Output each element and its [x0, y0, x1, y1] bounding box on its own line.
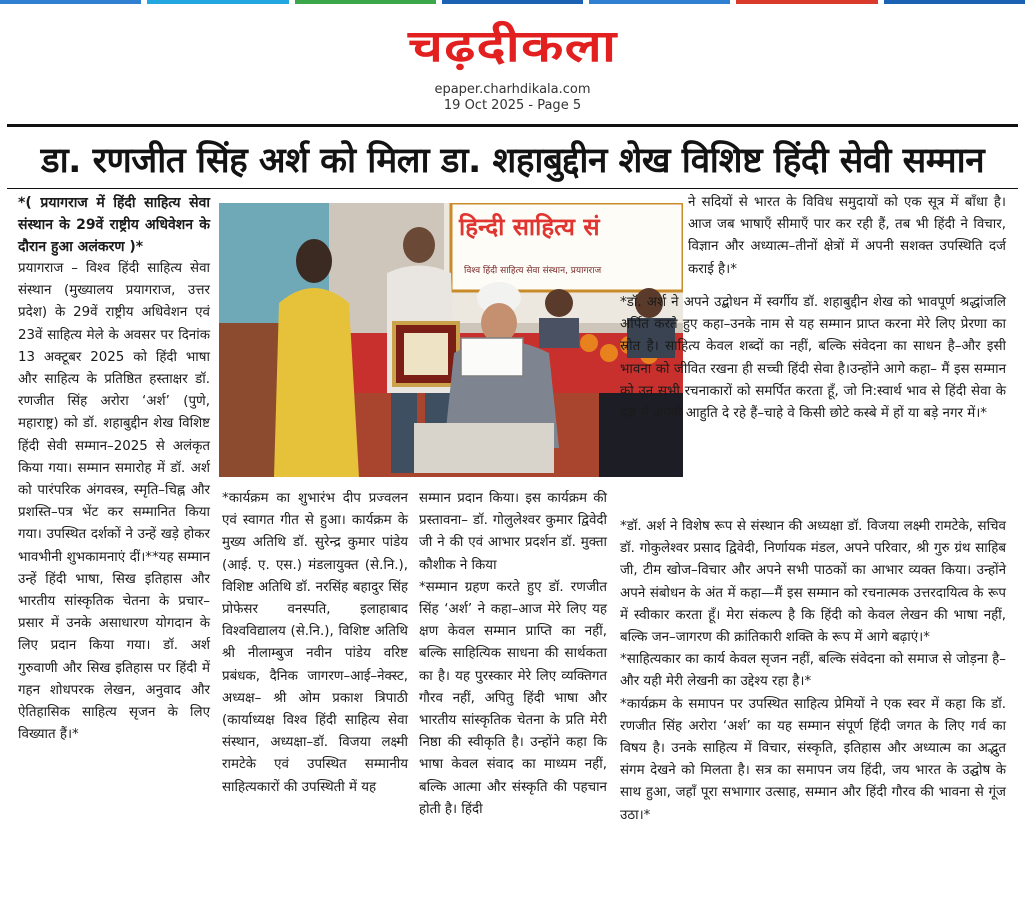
column-2-body: *कार्यक्रम का शुभारंभ दीप प्रज्वलन एवं स्वागत गीत से हुआ। कार्यक्रम के मुख्य अतिथि डॉ. सुरेन्द्र कुमार पांडेय (आई. ए. एस.) मंडलायुक्त (से.नि.), विशिष्ट अतिथि डॉ. नरसिंह बहादुर सिंह प्रोफेसर वनस्पति, इलाहाबाद विश्वविद्यालय (से.नि.), विशिष्ट अतिथि श्री नीलाम्बुज नवीन पांडेय वरिष्ट प्रबंधक, दैनिक जागरण–आई–नेक्स्ट, अध्यक्ष– श्री ओम प्रकाश त्रिपाठी (कार्याध्यक्ष विश्व हिंदी साहित्य सेवा संस्थान, अध्यक्षा–डॉ. विजया लक्ष्मी रामटेके एवं उपस्थित सम्मानीय साहित्यकारों की उपस्थिती में यह	[222, 491, 408, 795]
column-1	[18, 192, 210, 746]
column-4-para-2: *डॉ. अर्श ने अपने उद्बोधन में स्वर्गीय डॉ. शहाबुद्दीन शेख को भावपूर्ण श्रद्धांजलि अर्पित करते हुए कहा–उनके नाम से यह सम्मान प्राप्त करना मेरे लिए प्रेरणा का स्रोत है। साहित्य केवल शब्दों का नहीं, बल्कि संवेदना का साधन है–और इसी भावना को जीवित रखना ही सच्ची हिंदी सेवा है।उन्होंने आगे कहा– मैं इस सम्मान को उन सभी रचनाकारों को समर्पित करता हूँ, जो नि:स्वार्थ भाव से हिंदी सेवा के यज्ञ में अपनी आहुति दे रहे हैं–चाहे वे किसी छोटे कस्बे में हों या बड़े नगर में।*	[620, 295, 1006, 422]
column-3-para-1: सम्मान प्रदान किया। इस कार्यक्रम की प्रस्तावना– डॉ. गोलुलेश्वर कुमार द्विवेदी जी ने की एवं आभार प्रदर्शन डॉ. मुक्ता कौशीक ने किया	[419, 491, 607, 573]
headline-rule	[7, 188, 1018, 189]
headline: डा. रणजीत सिंह अर्श को मिला डा. शहाबुद्दीन शेख विशिष्ट हिंदी सेवी सम्मान	[40, 141, 985, 181]
event-photo	[219, 203, 683, 477]
masthead	[0, 22, 1025, 114]
award-ceremony-photo	[219, 203, 683, 477]
color-strip-segment	[884, 0, 1025, 4]
column-1-body: प्रयागराज – विश्व हिंदी साहित्य सेवा संस्थान (मुख्यालय प्रयागराज, उत्तर प्रदेश) के 29वें राष्ट्रीय अधिवेशन एवं 23वें साहित्य मेले के अवसर पर दिनांक 13 अक्टूबर 2025 को हिंदी भाषा और साहित्य के प्रतिष्ठित हस्ताक्षर डॉ. रणजीत सिंह अरोरा ‘अर्श’ (पुणे, महाराष्ट्र) को डॉ. शहाबुद्दीन शेख विशिष्ट हिंदी सेवी सम्मान–2025 से अलंकृत किया गया। सम्मान समारोह में डॉ. अर्श को पारंपरिक अंगवस्त्र, स्मृति–चिह्न और प्रशस्ति–पत्र भेंट कर सम्मानित किया गया। उपस्थित दर्शकों ने उन्हें खड़े होकर भावभीनी शुभकामनाएं दीं।**यह सम्मान उन्हें हिंदी भाषा, सिख इतिहास और भारतीय सांस्कृतिक चेतना के प्रचार–प्रसार में उनके असाधारण योगदान के लिए प्रदान किया गया। डॉ. अर्श गुरुवाणी और सिख इतिहास पर हिंदी में गहन शोधपरक लेखन, अनुवाद और ऐतिहासिक साहित्य सृजन के लिए विख्यात हैं।*	[18, 261, 210, 743]
banner-organiser: विश्व हिंदी साहित्य सेवा संस्थान, प्रयागराज	[464, 266, 602, 276]
column-3	[419, 488, 607, 821]
top-rule	[7, 124, 1018, 127]
column-5	[620, 516, 1006, 827]
color-strip-segment	[295, 0, 436, 4]
column-5-para-2: *साहित्यकार का कार्य केवल सृजन नहीं, बल्कि संवेदना को समाज से जोड़ना है–और यही मेरी लेखनी का उद्देश्य रहा है।*	[620, 652, 1006, 690]
dateline: 19 Oct 2025 - Page 5	[443, 98, 582, 113]
newspaper-logo: चढ़दीकला	[407, 21, 618, 72]
column-4-lower	[620, 292, 1006, 425]
site-url[interactable]: epaper.charhdikala.com	[434, 82, 591, 97]
column-3-para-2: *सम्मान ग्रहण करते हुए डॉ. रणजीत सिंह ‘अर्श’ ने कहा–आज मेरे लिए यह क्षण केवल सम्मान प्राप्ति का नहीं, बल्कि साहित्यिक साधना की सार्थकता का है। यह पुरस्कार मेरे लिए व्यक्तिगत गौरव नहीं, अपितु हिंदी भाषा और भारतीय सांस्कृतिक चेतना के प्रति मेरी निष्ठा की स्वीकृति है। उन्होंने कहा कि भाषा केवल संवाद का माध्यम नहीं, बल्कि आत्मा और संस्कृति की पहचान होती है। हिंदी	[419, 579, 607, 817]
color-strip-segment	[736, 0, 877, 4]
color-strip-segment	[442, 0, 583, 4]
column-5-para-3: *कार्यक्रम के समापन पर उपस्थित साहित्य प्रेमियों ने एक स्वर में कहा कि डॉ. रणजीत सिंह अरोरा ‘अर्श’ का यह सम्मान संपूर्ण हिंदी जगत के लिए गर्व का विषय है। उनके साहित्य में विचार, संस्कृति, इतिहास और अध्यात्म का अद्भुत संगम देखने को मिलता है। सत्र का समापन जय हिंदी, जय भारत के उद्घोष के साथ हुआ, जहाँ पूरा सभागार उत्साह, सम्मान और हिंदी गौरव की भावना से गूंज उठा।*	[620, 696, 1006, 823]
column-4	[688, 192, 1006, 281]
lead-subheading: *( प्रयागराज में हिंदी साहित्य सेवा संस्थान के 29वें राष्ट्रीय अधिवेशन के दौरान हुआ अलंकरण )*	[18, 195, 210, 255]
color-strip	[0, 0, 1025, 4]
column-4-top: ने सदियों से भारत के विविध समुदायों को एक सूत्र में बाँधा है। आज जब भाषाएँ सीमाएँ पार कर रही हैं, तब भी हिंदी ने विचार, विज्ञान और अध्यात्म–तीनों क्षेत्रों में अपनी सशक्त उपस्थिति दर्ज कराई है।*	[688, 195, 1006, 277]
color-strip-segment	[589, 0, 730, 4]
color-strip-segment	[147, 0, 288, 4]
color-strip-segment	[0, 0, 141, 4]
banner-title: हिन्दी साहित्य सं	[459, 213, 600, 241]
column-5-para-1: *डॉ. अर्श ने विशेष रूप से संस्थान की अध्यक्षा डॉ. विजया लक्ष्मी रामटेके, सचिव डॉ. गोकुलेश्वर प्रसाद द्विवेदी, निर्णायक मंडल, अपने परिवार, श्री गुरु ग्रंथ साहिब जी, टीम खोज–विचार और अपने सभी पाठकों का आभार व्यक्त किया। उन्होंने अपने संबोधन के अंत में कहा—मैं इस सम्मान को रचनात्मक उत्तरदायित्व के रूप में स्वीकार करता हूँ। मेरा संकल्प है कि हिंदी को केवल लेखन की भाषा नहीं, बल्कि जन–जागरण की क्रांतिकारी शक्ति के रूप में आगे बढ़ाएं।*	[620, 519, 1006, 646]
column-2	[222, 488, 408, 799]
